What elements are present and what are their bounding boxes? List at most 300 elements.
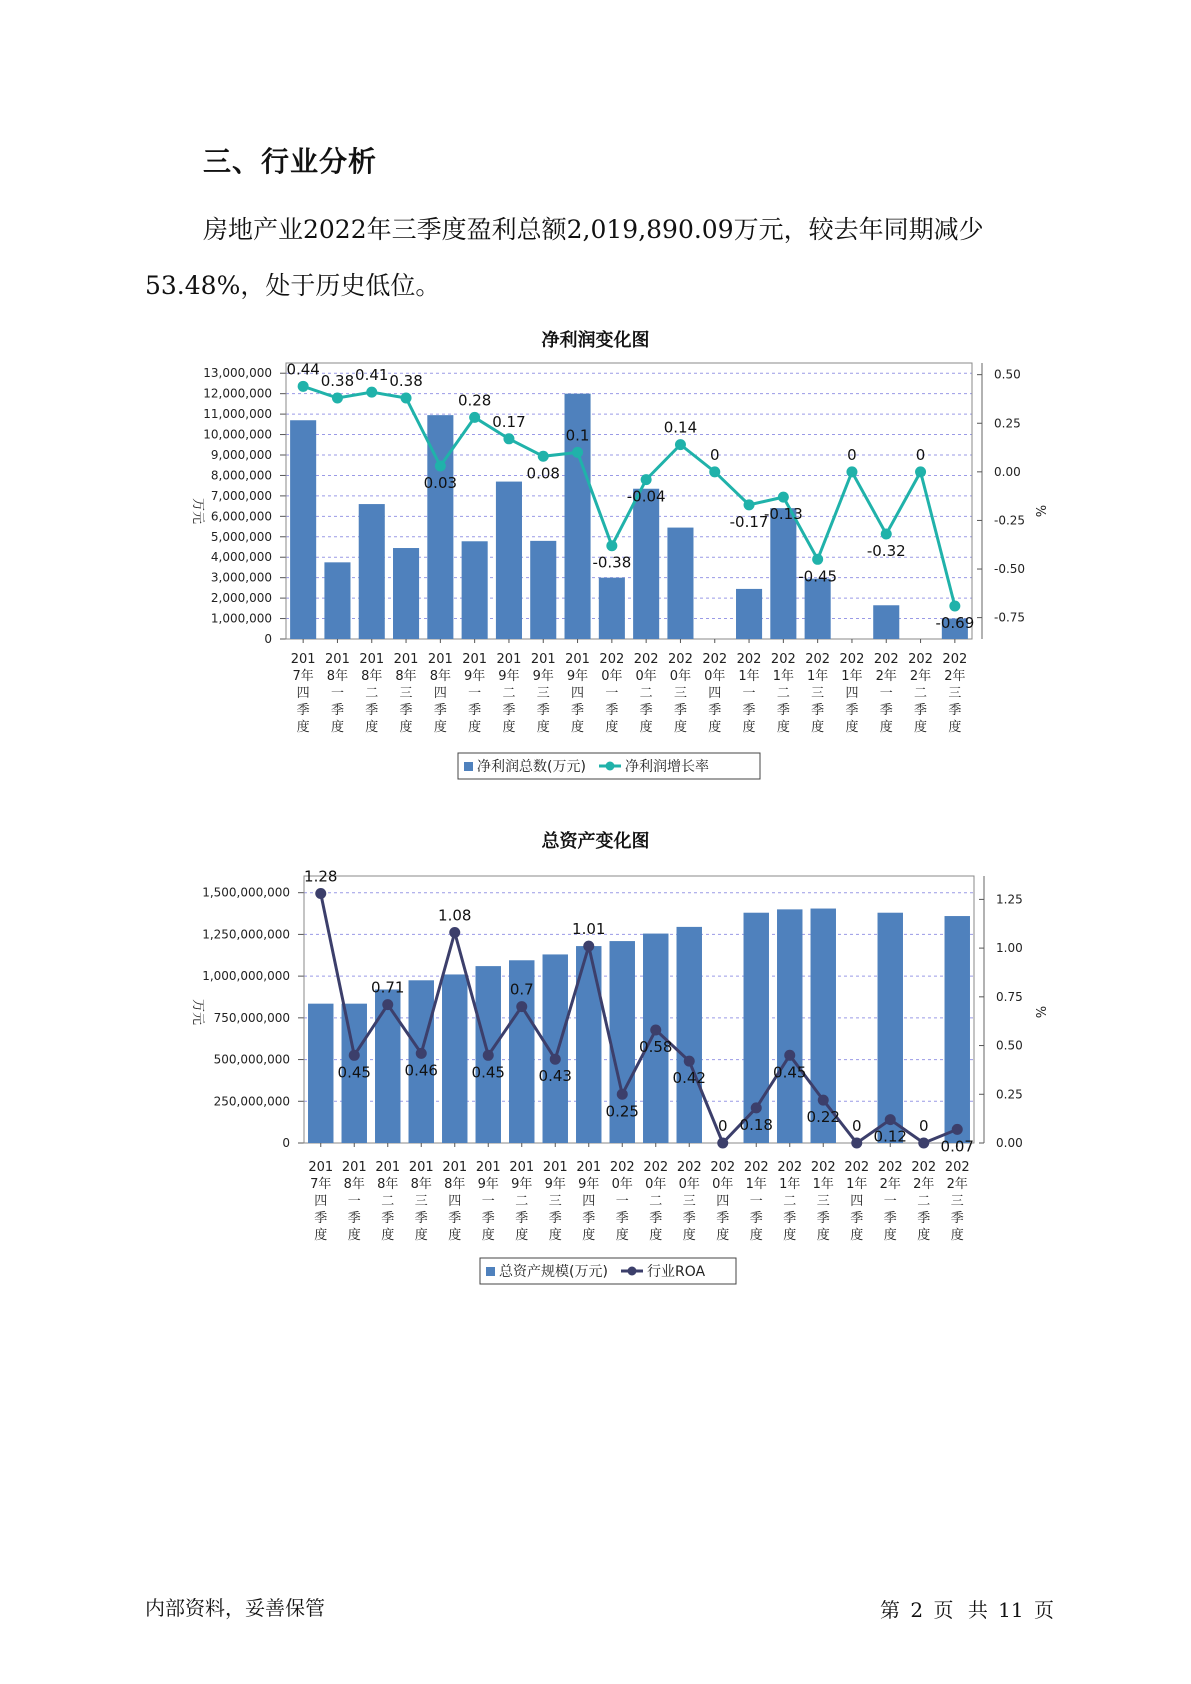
x-tick-label: 三 [816,1194,830,1209]
x-tick-label: 201 [475,1160,501,1175]
x-tick-label: 度 [433,720,447,735]
line-point [483,1050,494,1061]
x-tick-label: 度 [548,1228,562,1243]
x-tick-label: 三 [673,686,687,701]
x-tick-label: 8年 [343,1177,365,1192]
x-tick-label: 1年 [807,669,829,684]
x-tick-label: 季 [850,1211,864,1226]
line-point [298,381,309,392]
y2-axis-title: % [1032,504,1047,518]
x-tick-label: 度 [347,1228,361,1243]
x-tick-label: 201 [530,652,556,667]
x-tick-label: 201 [408,1160,434,1175]
x-tick-label: 9年 [532,669,554,684]
line-point [550,1054,561,1065]
x-tick-label: 二 [502,686,516,701]
data-label: 0.12 [873,1127,907,1146]
bar [777,909,802,1143]
x-tick-label: 三 [399,686,413,701]
footer-note: 内部资料，妥善保管 [145,1596,325,1620]
line-point [449,927,460,938]
y2-tick-label: 0.00 [996,1136,1023,1150]
bar [878,913,903,1143]
x-tick-label: 二 [776,686,790,701]
x-tick-label: 度 [742,720,756,735]
x-tick-label: 0年 [712,1177,734,1192]
data-label: 0 [915,445,926,464]
data-label: 0.25 [605,1102,639,1121]
x-tick-label: 202 [873,652,899,667]
x-tick-label: 二 [783,1194,797,1209]
x-tick-label: 9年 [544,1177,566,1192]
x-tick-label: 度 [783,1228,797,1243]
data-label: 0.17 [492,412,526,431]
line-point [818,1095,829,1106]
data-label: 0.45 [471,1063,505,1082]
bar [393,548,419,639]
x-tick-label: 0年 [669,669,692,684]
x-tick-label: 三 [682,1194,696,1209]
data-label: 1.28 [304,867,338,886]
bar [667,528,693,639]
x-tick-label: 201 [359,652,385,667]
line-point [606,540,617,551]
x-tick-label: 度 [582,1228,596,1243]
x-tick-label: 季 [649,1211,663,1226]
x-tick-label: 202 [676,1160,702,1175]
x-tick-label: 度 [716,1228,730,1243]
x-tick-label: 202 [944,1160,970,1175]
x-tick-label: 9年 [578,1177,600,1192]
x-tick-label: 202 [810,1160,836,1175]
y2-tick-label: 0.25 [994,416,1021,431]
x-tick-label: 季 [816,1211,830,1226]
x-tick-label: 度 [708,720,722,735]
x-tick-label: 1年 [779,1177,801,1192]
line-point [366,387,377,398]
x-tick-label: 9年 [498,669,520,684]
x-tick-label: 季 [716,1211,730,1226]
x-tick-label: 202 [702,652,728,667]
x-tick-label: 度 [917,1228,931,1243]
x-tick-label: 1年 [812,1177,834,1192]
legend-bar-swatch [464,762,473,771]
x-tick-label: 度 [879,720,893,735]
x-tick-label: 度 [448,1228,462,1243]
x-tick-label: 季 [433,703,447,718]
bar [633,489,659,639]
x-tick-label: 三 [548,1194,562,1209]
x-tick-label: 0年 [611,1177,633,1192]
bar [543,954,568,1143]
x-tick-label: 度 [816,1228,830,1243]
x-tick-label: 9年 [511,1177,533,1192]
bar [945,916,970,1143]
y-tick-label: 9,000,000 [210,448,272,462]
x-tick-label: 0年 [704,669,726,684]
data-label: 0.44 [286,360,320,379]
total-assets-chart [0,856,1191,1296]
x-tick-label: 201 [442,1160,468,1175]
x-tick-label: 202 [609,1160,635,1175]
line-point [952,1124,963,1135]
data-label: 0.18 [739,1115,773,1134]
x-tick-label: 度 [950,1228,964,1243]
x-tick-label: 8年 [429,669,451,684]
data-label: 0 [918,1117,929,1135]
legend-line-label: 净利润增长率 [625,759,709,775]
x-tick-label: 度 [776,720,790,735]
data-label: -0.38 [592,553,632,572]
data-label: 0.14 [663,418,698,437]
y-tick-label: 1,000,000,000 [202,969,290,984]
x-tick-label: 季 [515,1211,529,1226]
y-tick-label: 0 [282,1136,290,1150]
legend-bar-label: 净利润总数(万元) [477,759,586,775]
y-axis-title: 万元 [190,998,205,1026]
x-tick-label: 2年 [909,669,932,684]
x-tick-label: 202 [736,652,762,667]
x-tick-label: 四 [582,1194,596,1209]
x-tick-label: 季 [399,703,413,718]
y-tick-label: 12,000,000 [203,386,272,401]
x-tick-label: 季 [448,1211,462,1226]
x-tick-label: 季 [639,703,653,718]
x-tick-label: 度 [515,1228,529,1243]
x-tick-label: 度 [673,720,687,735]
x-tick-label: 201 [496,652,522,667]
x-tick-label: 201 [375,1160,401,1175]
line-point [401,392,412,403]
x-tick-label: 季 [468,703,482,718]
line-point [881,529,892,540]
line-point [751,1102,762,1113]
y2-axis-title: % [1032,1005,1047,1019]
x-tick-label: 季 [314,1211,328,1226]
data-label: 0 [847,445,857,464]
x-tick-label: 201 [393,652,419,667]
x-tick-label: 二 [515,1194,529,1209]
x-tick-label: 季 [365,703,379,718]
x-tick-label: 季 [481,1211,495,1226]
x-tick-label: 201 [290,652,316,667]
bar [599,578,625,639]
data-label: 0.38 [320,371,355,390]
line-point [675,439,686,450]
y-tick-label: 1,250,000,000 [202,927,290,942]
x-tick-label: 度 [883,1228,897,1243]
data-label: 0.43 [538,1067,572,1086]
y-tick-label: 2,000,000 [210,591,272,606]
line-point [315,888,326,899]
total-pages-label: 共 11 页 [967,1598,1054,1622]
x-tick-label: 度 [605,720,619,735]
x-tick-label: 季 [536,703,550,718]
x-tick-label: 201 [576,1160,602,1175]
x-tick-label: 四 [716,1194,730,1209]
x-tick-label: 三 [536,686,550,701]
x-tick-label: 202 [599,652,625,667]
line-point [846,466,857,477]
x-tick-label: 8年 [377,1177,399,1192]
section-heading: 三、行业分析 [203,145,378,178]
x-tick-label: 季 [950,1211,964,1226]
x-tick-label: 201 [308,1160,334,1175]
bar [462,541,488,639]
x-tick-label: 201 [509,1160,535,1175]
line-point [784,1050,795,1061]
y-tick-label: 13,000,000 [203,366,272,381]
x-tick-label: 度 [536,720,550,735]
x-tick-label: 度 [948,720,962,735]
bar [770,508,796,639]
x-tick-label: 度 [399,720,413,735]
data-label: -0.17 [729,512,769,531]
chart2-title: 总资产变化图 [541,831,650,852]
x-tick-label: 度 [845,720,859,735]
data-label: 0.45 [773,1063,807,1082]
x-tick-label: 度 [314,1228,328,1243]
x-tick-label: 四 [850,1194,864,1209]
line-point [503,433,514,444]
bar [442,974,467,1143]
data-label: 0 [717,1117,728,1135]
data-label: 0.1 [565,426,590,445]
line-point [949,600,960,611]
x-tick-label: 季 [615,1211,629,1226]
x-tick-label: 季 [414,1211,428,1226]
paragraph: 房地产业2022年三季度盈利总额2,019,890.09万元，较去年同期减少53.48%，处于历史低位。 [145,215,984,300]
data-label: 0 [709,445,720,464]
legend-line-label: 行业ROA [647,1264,706,1280]
x-tick-label: 度 [381,1228,395,1243]
x-tick-label: 二 [917,1194,931,1209]
x-tick-label: 季 [347,1211,361,1226]
y2-tick-label: -0.50 [994,562,1026,577]
y-tick-label: 11,000,000 [203,407,272,422]
y-tick-label: 0 [264,632,272,646]
x-tick-label: 四 [571,686,585,701]
x-tick-label: 度 [330,720,344,735]
data-label: 0.08 [526,464,560,483]
x-tick-label: 201 [325,652,350,667]
x-tick-label: 度 [850,1228,864,1243]
y-tick-label: 500,000,000 [213,1052,290,1067]
data-label: 0.07 [940,1137,974,1156]
x-tick-label: 度 [571,720,585,735]
x-tick-label: 202 [844,1160,870,1175]
x-tick-label: 202 [643,1160,669,1175]
x-tick-label: 202 [911,1160,937,1175]
x-tick-label: 8年 [326,669,349,684]
x-tick-label: 201 [462,652,488,667]
x-tick-label: 201 [427,652,453,667]
line-point [641,474,652,485]
line-point [812,554,823,565]
line-point [915,466,926,477]
data-label: 0.42 [672,1069,706,1088]
bar [308,1004,333,1143]
x-tick-label: 1年 [846,1177,868,1192]
line-point [572,447,583,458]
y2-tick-label: 0.00 [994,464,1021,479]
data-label: 0.03 [423,474,458,493]
data-label: -0.04 [626,487,666,506]
x-tick-label: 季 [571,703,585,718]
x-tick-label: 一 [879,686,893,701]
x-tick-label: 度 [649,1228,663,1243]
x-tick-label: 季 [845,703,859,718]
bar [530,541,556,639]
line-point [918,1138,929,1149]
page-number [880,1594,1058,1623]
x-tick-label: 一 [883,1194,897,1209]
x-tick-label: 季 [914,703,928,718]
bar [736,589,762,639]
y2-tick-label: -0.75 [994,610,1026,625]
x-tick-label: 三 [414,1194,428,1209]
line-point [778,492,789,503]
data-label: 0 [851,1117,862,1135]
data-label: 1.01 [572,920,606,939]
x-tick-label: 202 [877,1160,903,1175]
y-tick-label: 4,000,000 [210,550,272,565]
x-tick-label: 四 [296,686,310,701]
bar [359,504,385,639]
net-profit-chart [0,355,1191,795]
line-point [469,412,480,423]
line-point [516,1001,527,1012]
bar [375,989,400,1143]
plot-frame [304,876,974,1143]
y-tick-label: 6,000,000 [210,509,272,524]
x-tick-label: 季 [548,1211,562,1226]
x-tick-label: 度 [365,720,379,735]
line-point [435,461,446,472]
y-tick-label: 3,000,000 [210,570,272,585]
y2-tick-label: -0.25 [994,513,1026,528]
x-tick-label: 9年 [566,669,589,684]
data-label: 1.08 [438,906,472,925]
x-tick-label: 度 [296,720,310,735]
data-label: -0.69 [935,613,975,632]
x-tick-label: 一 [615,1194,629,1209]
y-tick-label: 8,000,000 [210,468,272,483]
x-tick-label: 季 [742,703,756,718]
line-point [349,1050,360,1061]
x-tick-label: 0年 [635,669,657,684]
x-tick-label: 度 [414,1228,428,1243]
y2-tick-label: 0.50 [994,367,1021,382]
x-tick-label: 一 [468,686,482,701]
x-tick-label: 202 [710,1160,736,1175]
x-tick-label: 三 [950,1194,964,1209]
x-tick-label: 一 [481,1194,495,1209]
x-tick-label: 一 [742,686,756,701]
bar [805,579,831,639]
x-tick-label: 三 [948,686,962,701]
line-point [684,1056,695,1067]
legend-bar-label: 总资产规模(万元) [499,1264,608,1280]
x-tick-label: 二 [381,1194,395,1209]
legend-bar-swatch [486,1267,495,1276]
line-point [617,1089,628,1100]
data-label: -0.13 [763,505,803,524]
data-label: 0.28 [457,391,492,410]
y2-tick-label: 1.00 [996,941,1023,956]
data-label: 0.41 [355,366,389,385]
x-tick-label: 202 [942,652,968,667]
data-label: 0.58 [639,1037,673,1056]
x-tick-label: 季 [783,1211,797,1226]
x-tick-label: 季 [883,1211,897,1226]
x-tick-label: 季 [582,1211,596,1226]
x-tick-label: 201 [565,652,590,667]
x-tick-label: 一 [749,1194,763,1209]
x-tick-label: 度 [468,720,482,735]
y-tick-label: 1,000,000 [210,611,272,626]
legend-line-marker [628,1267,637,1276]
x-tick-label: 二 [365,686,379,701]
y-tick-label: 1,500,000,000 [202,885,290,900]
y-tick-label: 250,000,000 [213,1094,290,1109]
line-point [538,451,549,462]
bar [677,927,702,1143]
x-tick-label: 202 [805,652,831,667]
x-tick-label: 1年 [772,669,794,684]
x-tick-label: 202 [839,652,865,667]
x-tick-label: 度 [502,720,516,735]
x-tick-label: 季 [811,703,825,718]
x-tick-label: 9年 [464,669,486,684]
x-tick-label: 季 [296,703,310,718]
line-point [717,1138,728,1149]
y-axis-title: 万元 [190,497,205,525]
x-tick-label: 季 [776,703,790,718]
x-tick-label: 一 [347,1194,361,1209]
x-tick-label: 季 [948,703,962,718]
line-point [650,1024,661,1035]
x-tick-label: 8年 [444,1177,466,1192]
data-label: 0.71 [371,978,405,997]
x-tick-label: 8年 [410,1177,432,1192]
data-label: 0.45 [337,1063,371,1082]
x-tick-label: 8年 [395,669,417,684]
x-tick-label: 二 [914,686,928,701]
x-tick-label: 季 [502,703,516,718]
x-tick-label: 三 [811,686,825,701]
bar [324,562,350,639]
y2-tick-label: 0.75 [996,989,1023,1004]
y-tick-label: 750,000,000 [213,1010,290,1025]
data-label: 0.7 [509,980,534,999]
chart1-title: 净利润变化图 [541,330,650,351]
data-label: -0.45 [798,567,838,586]
line-point [416,1048,427,1059]
x-tick-label: 季 [673,703,687,718]
line-point [332,392,343,403]
x-tick-label: 一 [330,686,344,701]
x-tick-label: 2年 [879,1177,901,1192]
bar [496,482,522,639]
line-point [709,466,720,477]
y2-tick-label: 1.25 [996,892,1023,907]
x-tick-label: 202 [777,1160,803,1175]
x-tick-label: 季 [605,703,619,718]
line-point [382,999,393,1010]
x-tick-label: 9年 [477,1177,499,1192]
data-label: 0.22 [806,1108,840,1127]
